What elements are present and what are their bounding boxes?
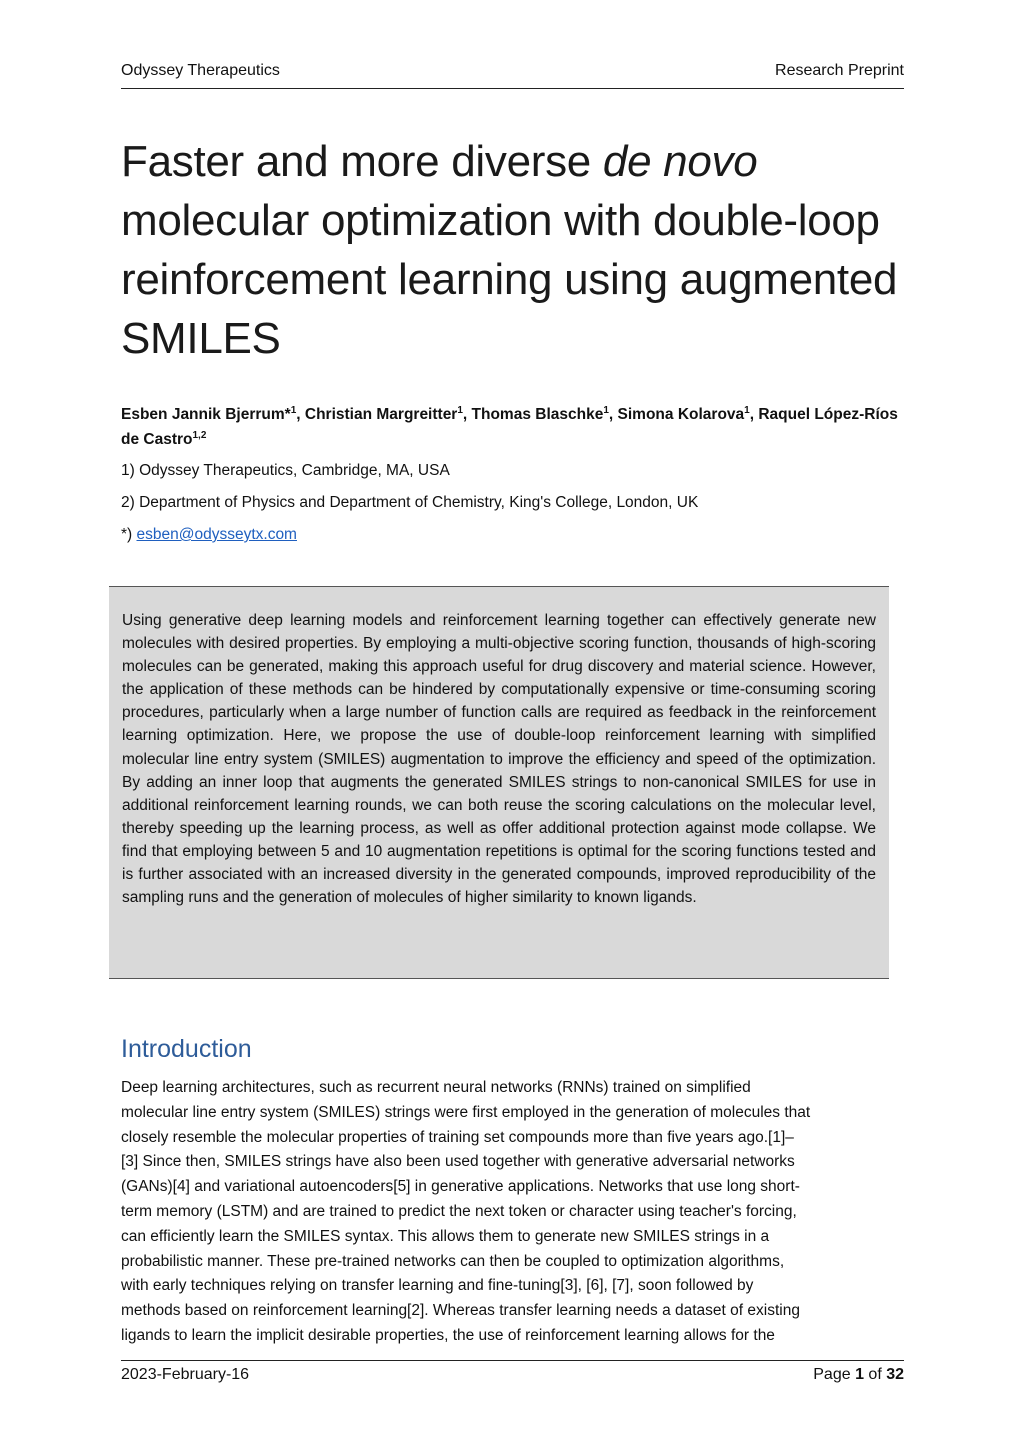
intro-line: term memory (LSTM) and are trained to predict the next token or character using teacher's forcing, bbox=[121, 1202, 797, 1220]
intro-line: ligands to learn the implicit desirable properties, the use of reinforcement learning allows for the bbox=[121, 1326, 775, 1344]
author-1: Christian Margreitter$^1$, bbox=[304, 404, 472, 423]
header-journal: Odyssey Therapeutics bbox=[121, 62, 280, 79]
author-4: Raquel López-Ríos de Castro$^{1,2}$ bbox=[121, 406, 898, 448]
author-list bbox=[121, 402, 901, 452]
introduction-body bbox=[121, 1076, 903, 1349]
intro-line: closely resemble the molecular properties of training set compounds more than five years ago.[1]– bbox=[121, 1128, 794, 1146]
contact-line bbox=[121, 525, 901, 545]
paper-title bbox=[121, 132, 911, 368]
intro-line: can efficiently learn the SMILES syntax. This allows them to generate new SMILES strings in a bbox=[121, 1227, 770, 1245]
intro-line: Deep learning architectures, such as recurrent neural networks (RNNs) trained on simplified bbox=[121, 1079, 751, 1096]
intro-line: molecular line entry system (SMILES) strings were first employed in the generation of molecules that bbox=[121, 1103, 811, 1121]
intro-line: with early techniques relying on transfer learning and fine-tuning[3], [6], [7], soon followed by bbox=[121, 1277, 754, 1295]
abstract-text: Using generative deep learning models and reinforcement learning together can effectively generate new molecules with desired properties. By employing a multi-objective scoring function, thousands of high-scoring molecules can be generated, making this approach useful for drug discovery and material science. However, the application of these methods can be hindered by computationally expensive or time-consuming scoring procedures, particularly when a large number of function calls are required as feedback in the reinforcement learning optimization. Here, we propose the use of double-loop reinforcement learning with simplified molecular line entry system (SMILES) augmentation to improve the efficiency and speed of the optimization. By adding an inner loop that augments the generated SMILES strings to non-canonical SMILES for use in additional reinforcement learning rounds, we can both reuse the scoring calculations on the molecular level, thereby speeding up the learning process, as well as offer additional protection against mode collapse. We find that employing between 5 and 10 augmentation repetitions is optimal for the scoring functions tested and is further associated with an increased diversity in the generated compounds, improved reproducibility of the sampling runs and the generation of molecules of higher similarity to known ligands. bbox=[122, 612, 876, 907]
section-heading-introduction: Introduction bbox=[121, 1035, 252, 1063]
intro-line: (GANs)[4] and variational autoencoders[5] in generative applications. Networks that use long short- bbox=[121, 1178, 800, 1196]
title-part1: Faster and more diverse bbox=[121, 137, 603, 186]
page-number: Page 1 of 32 bbox=[813, 1366, 904, 1383]
title-part2: molecular optimization with double-loop reinforcement learning using augmented SMILES bbox=[121, 196, 898, 363]
author-3: Simona Kolarova$^1$, bbox=[617, 404, 759, 423]
header-label: Research Preprint bbox=[775, 62, 904, 79]
running-header bbox=[121, 62, 904, 89]
footer-date: 2023-February-16 bbox=[121, 1366, 250, 1383]
intro-line: probabilistic manner. These pre-trained networks can then be coupled to optimization algorithms, bbox=[121, 1252, 785, 1270]
author-2: Thomas Blaschke$^1$, bbox=[471, 404, 618, 423]
abstract-box bbox=[109, 586, 889, 979]
affiliation-2: 2) Department of Physics and Department of Chemistry, King's College, London, UK bbox=[121, 494, 699, 511]
intro-line: [3] Since then, SMILES strings have also been used together with generative adversarial networks bbox=[121, 1153, 795, 1171]
title-italic: de novo bbox=[602, 137, 758, 186]
page-footer bbox=[121, 1360, 904, 1384]
author-0: Esben Jannik Bjerrum*$^1$, bbox=[121, 404, 305, 423]
email-link[interactable]: esben@odysseytx.com bbox=[136, 526, 297, 543]
affiliation-1: 1) Odyssey Therapeutics, Cambridge, MA, USA bbox=[121, 462, 450, 479]
intro-line: methods based on reinforcement learning[2]. Whereas transfer learning needs a dataset of existing bbox=[121, 1302, 800, 1320]
contact-prefix: *) bbox=[121, 526, 137, 543]
